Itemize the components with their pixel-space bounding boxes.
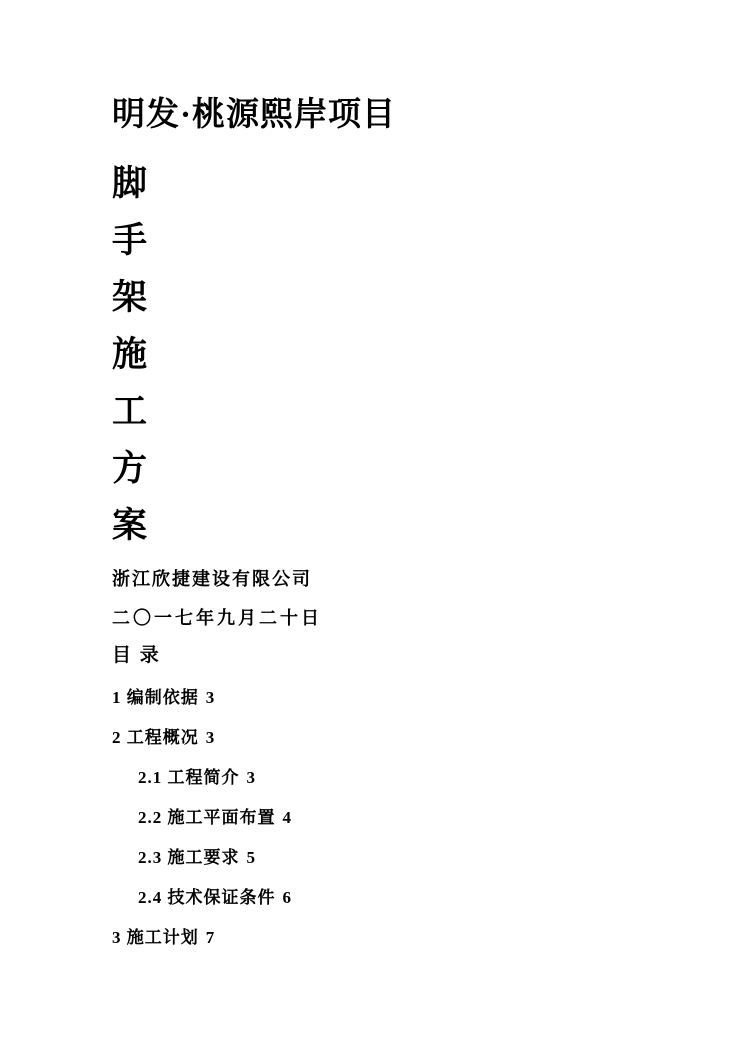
- vertical-title-char-4: 施: [112, 335, 148, 374]
- document-date: 二〇一七年九月二十日: [112, 608, 322, 628]
- toc-entry-label: 1 编制依据: [112, 688, 199, 707]
- toc-entry-page-number: 3: [205, 688, 215, 707]
- toc-entry-page-number: 3: [246, 768, 255, 787]
- toc-heading: 目 录: [112, 645, 161, 666]
- toc-entry-2-1: [112, 768, 684, 788]
- vertical-title: [112, 155, 684, 554]
- toc-entry-3: [112, 928, 684, 948]
- vertical-title-char-7: 案: [112, 506, 148, 545]
- toc-entry-label: 3 施工计划: [112, 928, 199, 947]
- toc-entry-page-number: 3: [205, 728, 215, 747]
- table-of-contents: [112, 688, 684, 948]
- toc-entry-page-number: 6: [282, 888, 291, 907]
- vertical-title-char-3: 架: [112, 278, 148, 317]
- company-name: 浙江欣捷建设有限公司: [112, 569, 312, 589]
- toc-entry-2-3: [112, 848, 684, 868]
- vertical-title-char-5: 工: [112, 392, 148, 431]
- toc-entry-page-number: 4: [282, 808, 291, 827]
- toc-entry-1: [112, 688, 684, 708]
- toc-entry-label: 2.4 技术保证条件: [138, 888, 276, 907]
- document-title: 明发·桃源熙岸项目: [112, 97, 397, 133]
- toc-entry-page-number: 7: [205, 928, 215, 947]
- toc-entry-2: [112, 728, 684, 748]
- toc-entry-2-4: [112, 888, 684, 908]
- toc-entry-label: 2.1 工程简介: [138, 768, 240, 787]
- toc-entry-2-2: [112, 808, 684, 828]
- vertical-title-char-1: 脚: [112, 164, 148, 203]
- toc-entry-page-number: 5: [246, 848, 255, 867]
- toc-entry-label: 2.3 施工要求: [138, 848, 240, 867]
- toc-entry-label: 2 工程概况: [112, 728, 199, 747]
- vertical-title-char-6: 方: [112, 449, 148, 488]
- vertical-title-char-2: 手: [112, 221, 148, 260]
- toc-entry-label: 2.2 施工平面布置: [138, 808, 276, 827]
